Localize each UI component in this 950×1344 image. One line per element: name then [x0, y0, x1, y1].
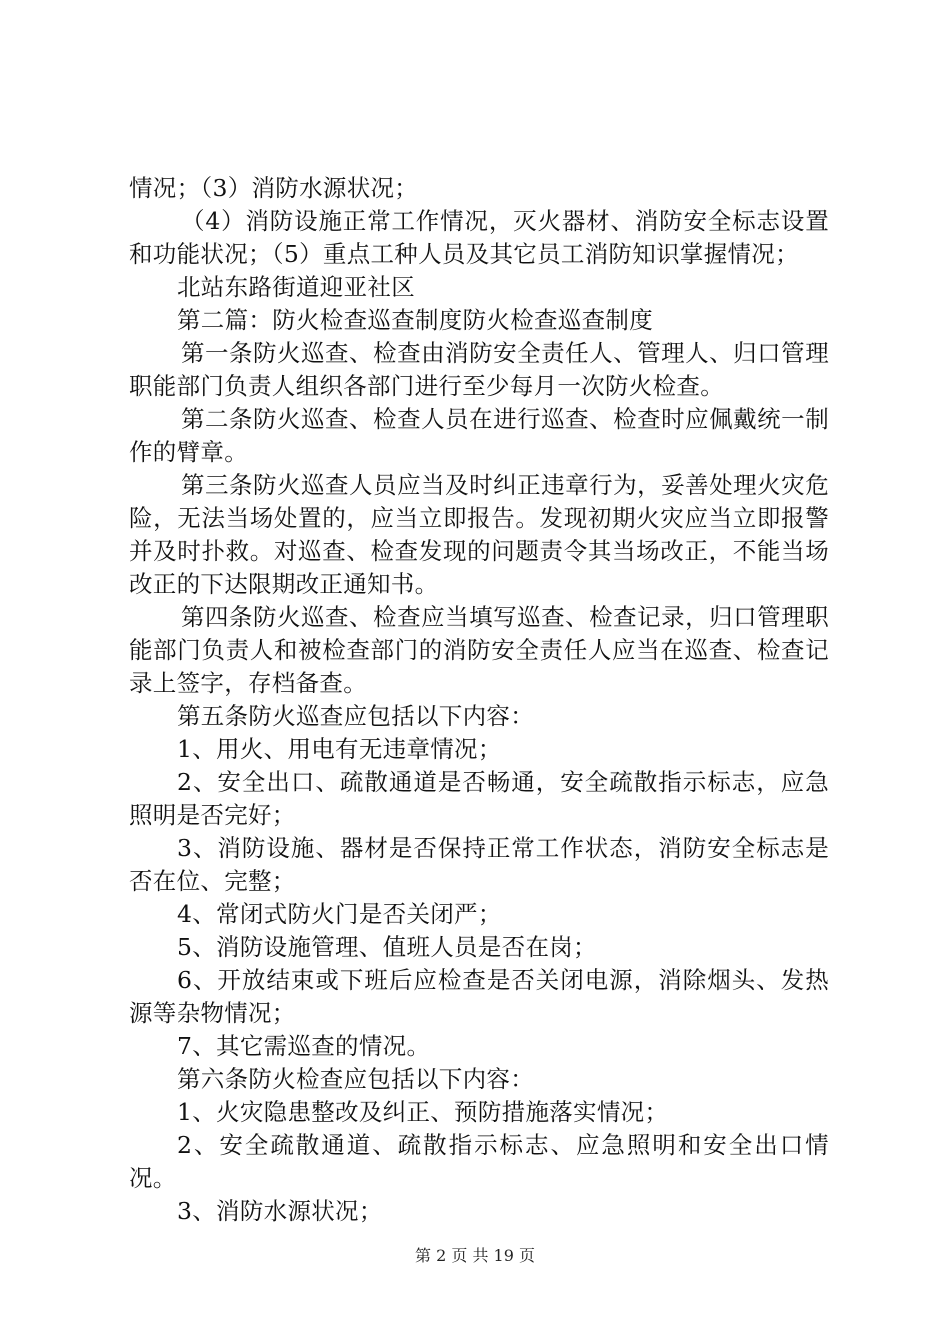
article-3: 第三条防火巡查人员应当及时纠正违章行为，妥善处理火灾危险，无法当场处置的，应当立即报告。发现初期火灾应当立即报警并及时扑救。对巡查、检查发现的问题责令其当场改正，不能当场改正的下达限期改正通知书。 — [129, 471, 829, 598]
paragraph-community-name: 北站东路街道迎亚社区 — [177, 273, 415, 301]
list-item: 4、常闭式防火门是否关闭严； — [177, 900, 502, 928]
article-6-heading: 第六条防火检查应包括以下内容： — [177, 1065, 534, 1093]
list-item: 3、消防水源状况； — [177, 1197, 383, 1225]
list-item: 7、其它需巡查的情况。 — [177, 1032, 431, 1060]
list-item: 3、消防设施、器材是否保持正常工作状态，消防安全标志是否在位、完整； — [129, 834, 829, 895]
list-item: 2、安全出口、疏散通道是否畅通，安全疏散指示标志，应急照明是否完好； — [129, 768, 829, 829]
paragraph-fire-facilities: （4）消防设施正常工作情况，灭火器材、消防安全标志设置和功能状况；（5）重点工种人员及其它员工消防知识掌握情况； — [129, 207, 829, 268]
list-item: 6、开放结束或下班后应检查是否关闭电源，消除烟头、发热源等杂物情况； — [129, 966, 829, 1027]
document-body — [129, 172, 829, 1228]
list-item: 5、消防设施管理、值班人员是否在岗； — [177, 933, 597, 961]
list-item: 1、火灾隐患整改及纠正、预防措施落实情况； — [177, 1098, 669, 1126]
article-1: 第一条防火巡查、检查由消防安全责任人、管理人、归口管理职能部门负责人组织各部门进行至少每月一次防火检查。 — [129, 339, 829, 400]
article-2: 第二条防火巡查、检查人员在进行巡查、检查时应佩戴统一制作的臂章。 — [129, 405, 829, 466]
section-heading-part-two: 第二篇：防火检查巡查制度防火检查巡查制度 — [177, 306, 653, 334]
page-number-footer: 第 2 页 共 19 页 — [415, 1246, 535, 1265]
article-5-heading: 第五条防火巡查应包括以下内容： — [177, 702, 534, 730]
paragraph-continuation: 情况；（3）消防水源状况； — [129, 174, 419, 202]
list-item: 2、安全疏散通道、疏散指示标志、应急照明和安全出口情况。 — [129, 1131, 829, 1192]
list-item: 1、用火、用电有无违章情况； — [177, 735, 502, 763]
article-4: 第四条防火巡查、检查应当填写巡查、检查记录，归口管理职能部门负责人和被检查部门的消防安全责任人应当在巡查、检查记录上签字，存档备查。 — [129, 603, 829, 697]
